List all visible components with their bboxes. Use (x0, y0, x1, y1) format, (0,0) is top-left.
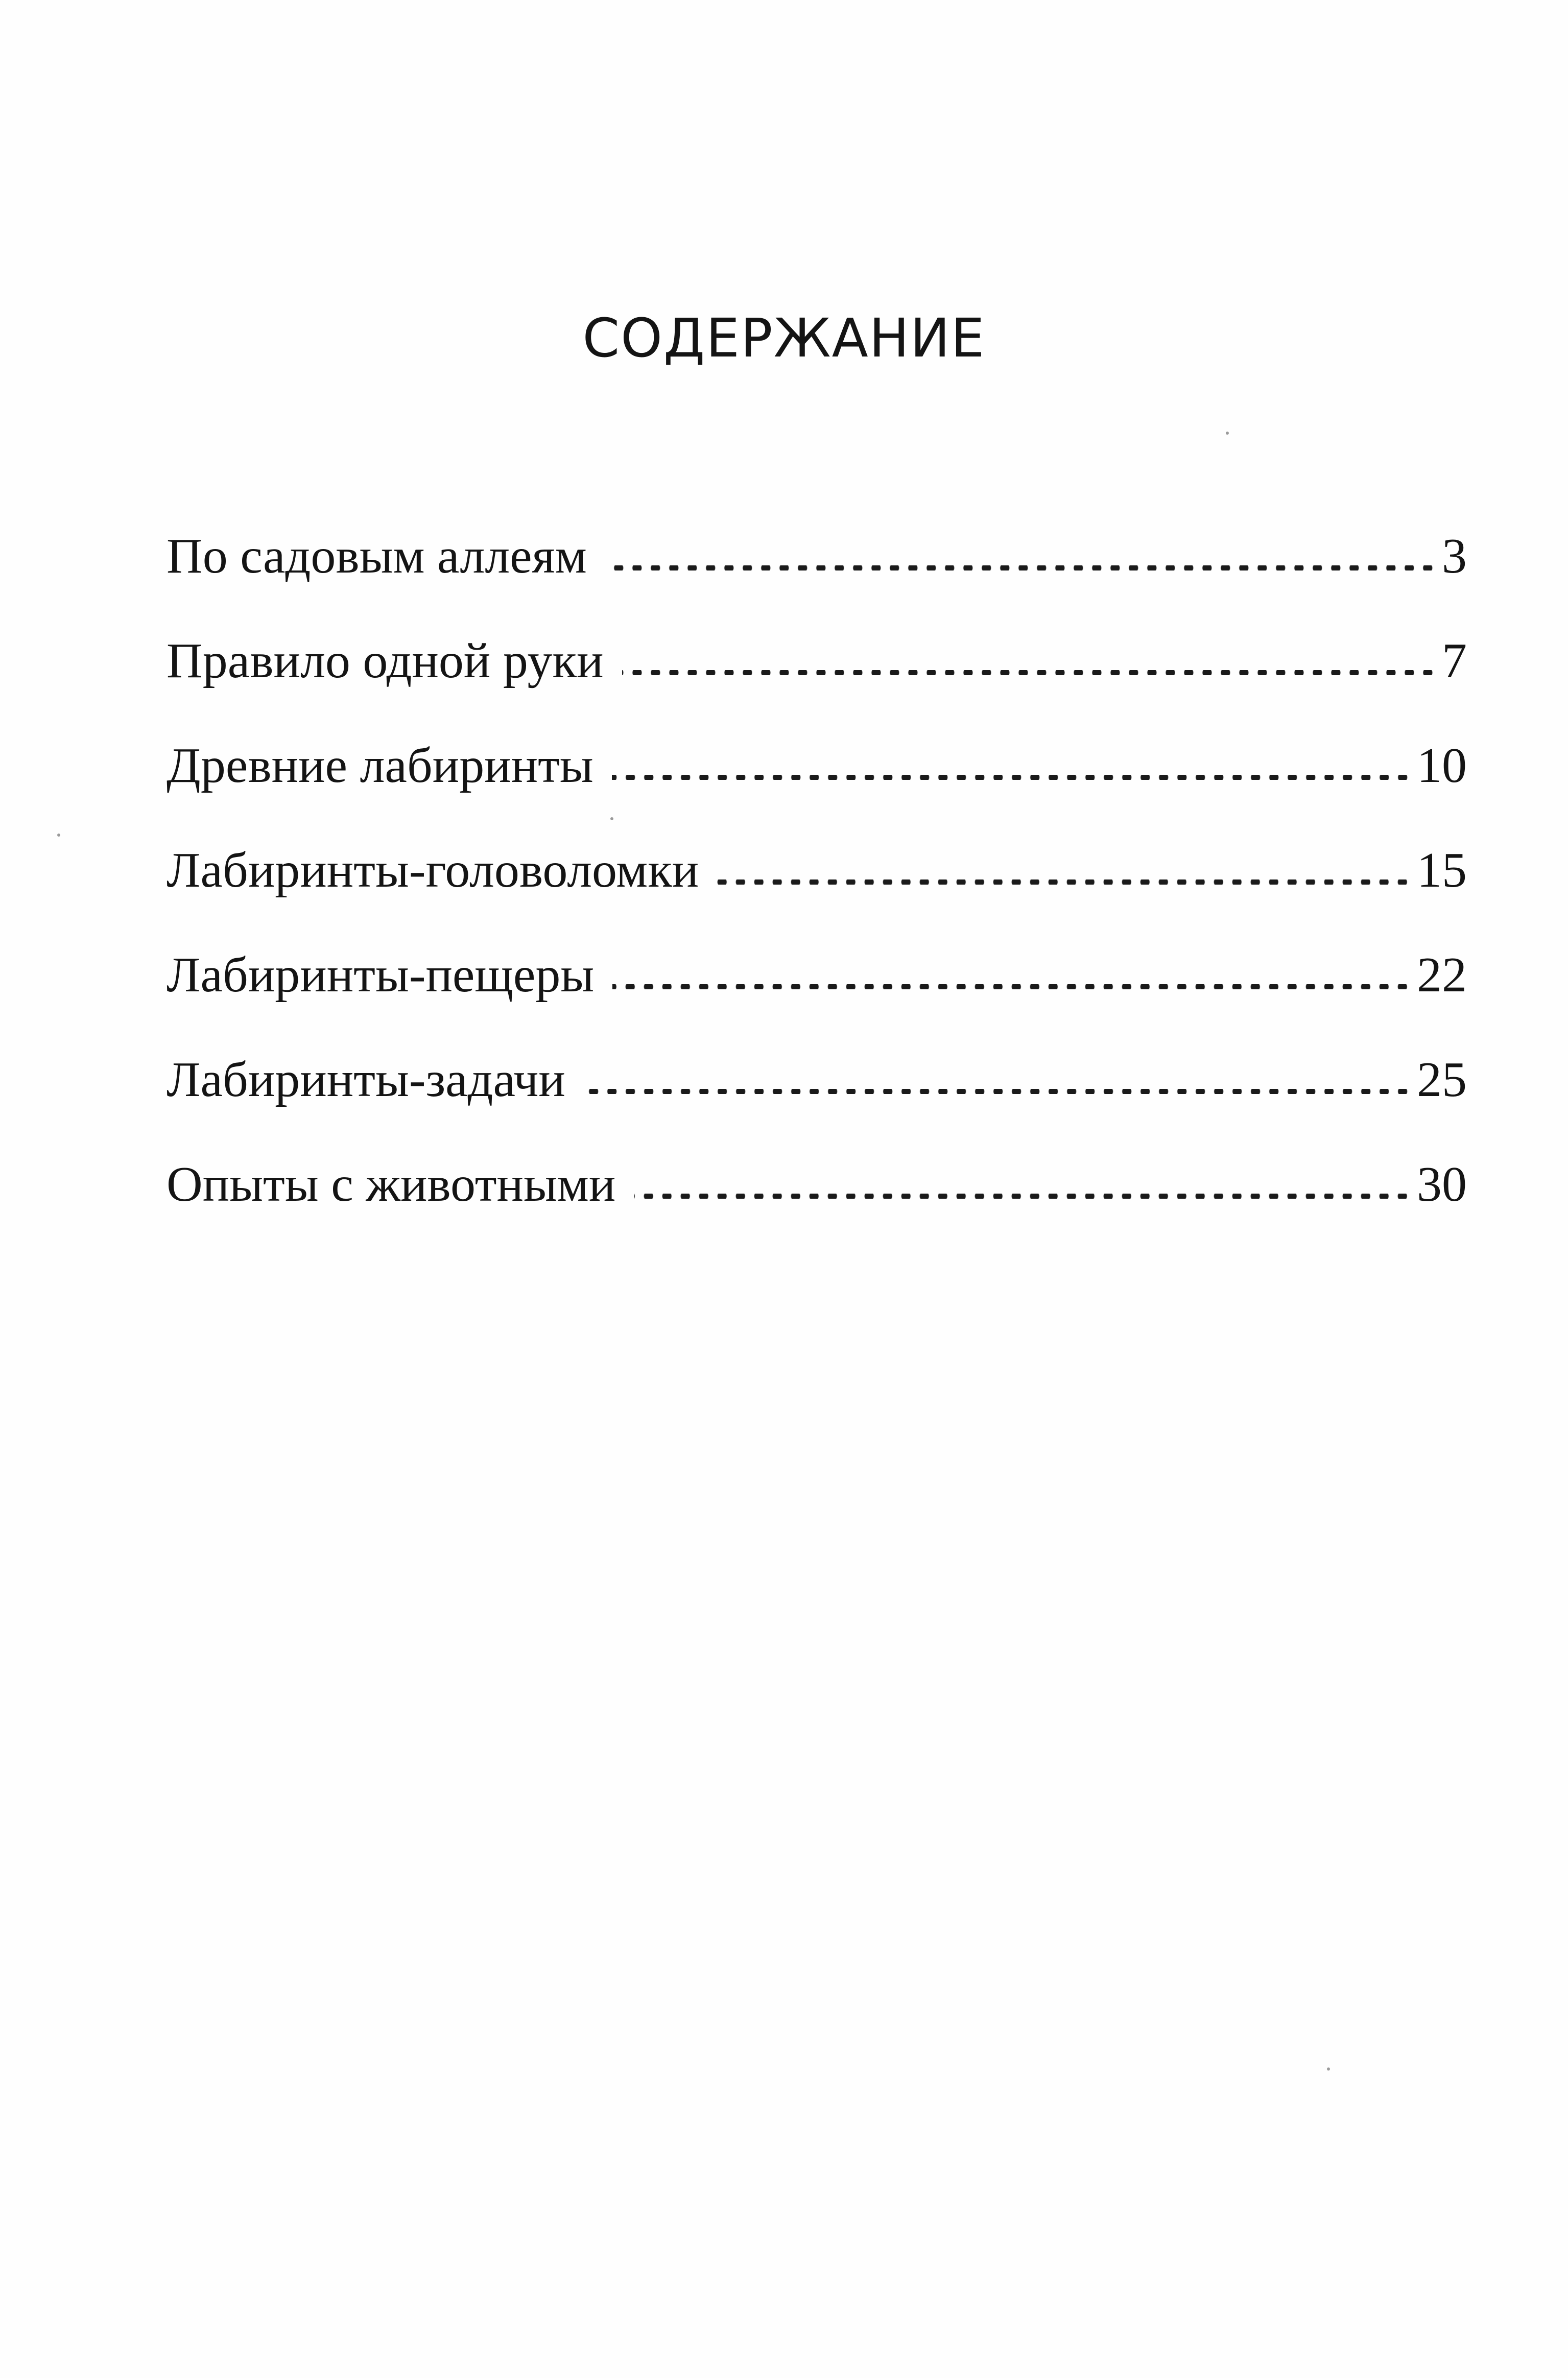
dot-leader (717, 879, 1412, 885)
toc-entry (167, 845, 1467, 950)
toc-entry-title: Лабиринты-головоломки (167, 843, 699, 898)
toc-entry (167, 1052, 1467, 1159)
toc-entry (167, 738, 1467, 845)
dot-leader (584, 1089, 1412, 1094)
toc-entry (167, 947, 1467, 1055)
scan-speck (610, 817, 613, 820)
dot-leader (634, 1194, 1412, 1199)
dot-leader (612, 984, 1412, 989)
dot-leader (605, 565, 1437, 570)
toc-entry (167, 531, 1467, 636)
table-of-contents (167, 531, 1467, 1264)
toc-page-number: 3 (1442, 529, 1467, 584)
toc-page-number: 25 (1417, 1052, 1467, 1107)
toc-entry (167, 1159, 1467, 1264)
scan-speck (1327, 2067, 1330, 2071)
toc-page-number: 30 (1417, 1157, 1467, 1212)
toc-entry-title: Опыты с животными (167, 1157, 616, 1212)
scan-speck (1226, 432, 1229, 435)
toc-entry-title: Древние лабиринты (167, 738, 593, 793)
scan-speck (57, 834, 60, 837)
toc-page-number: 10 (1417, 738, 1467, 793)
toc-entry-title: По садовым аллеям (167, 529, 587, 584)
toc-entry-title: Лабиринты-задачи (167, 1052, 565, 1107)
toc-entry-title: Лабиринты-пещеры (167, 947, 595, 1003)
dot-leader (622, 670, 1437, 675)
toc-entry (167, 633, 1467, 741)
toc-page-number: 7 (1442, 633, 1467, 688)
page-title: СОДЕРЖАНИЕ (582, 307, 986, 369)
toc-page-number: 22 (1417, 947, 1467, 1003)
toc-entry-title: Правило одной руки (167, 633, 604, 688)
toc-page-number: 15 (1417, 843, 1467, 898)
dot-leader (612, 775, 1412, 780)
